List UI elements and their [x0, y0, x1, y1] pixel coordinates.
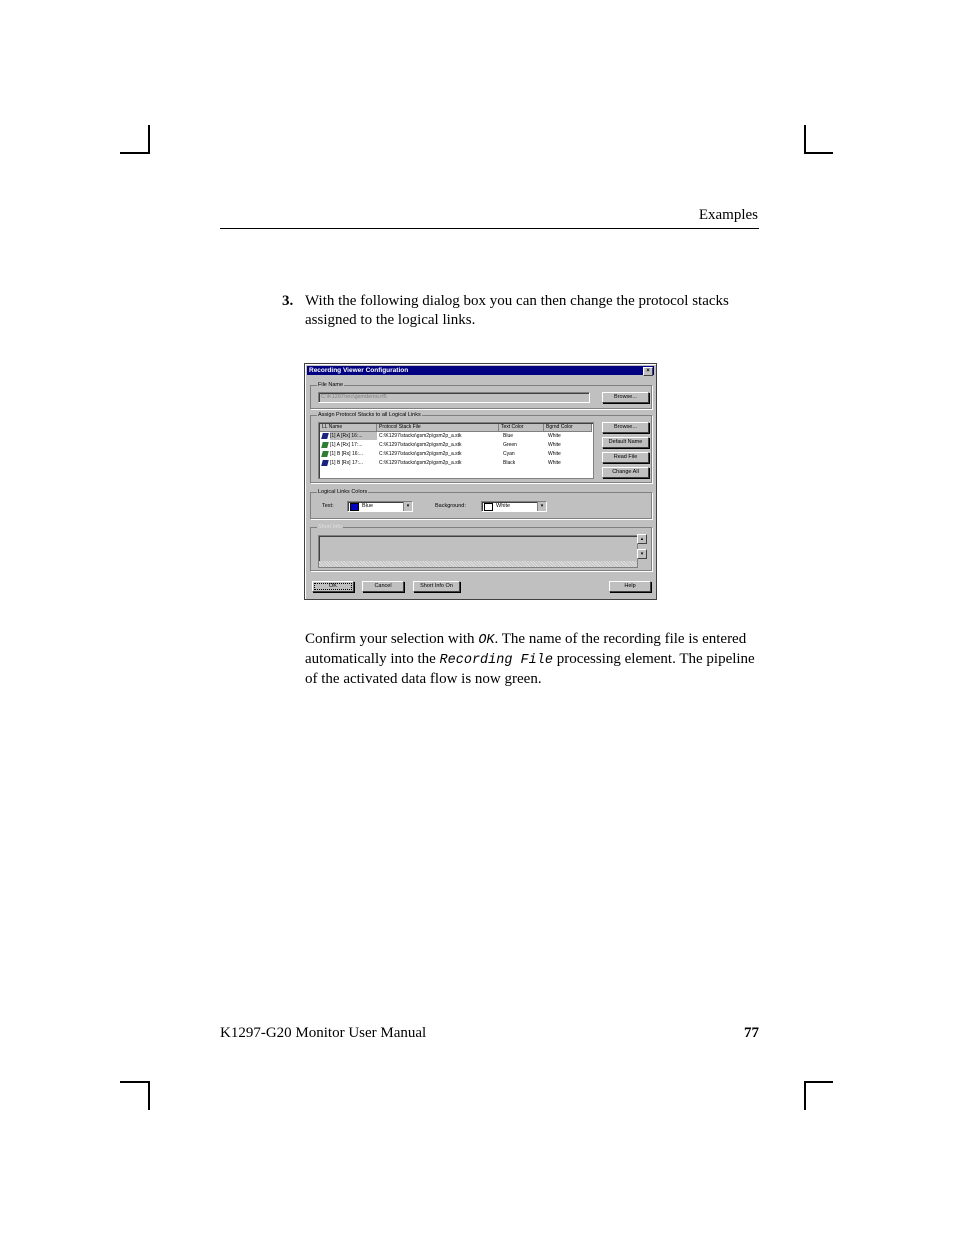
- confirm-text-1: Confirm your selection with: [305, 631, 479, 647]
- bg-color: White: [548, 433, 561, 439]
- short-info-area[interactable]: [318, 535, 638, 568]
- bg-color: White: [548, 451, 561, 457]
- file-name-field[interactable]: C:\K1297\rec\gsmdemo.rf5: [318, 392, 590, 403]
- column-header-bgrnd-color[interactable]: Bgrnd Color: [544, 424, 592, 432]
- horizontal-scrollbar[interactable]: [319, 561, 637, 567]
- ok-code: OK: [478, 633, 495, 648]
- short-info-group: [310, 524, 652, 571]
- crop-mark-top-right: [804, 125, 806, 154]
- crop-mark-bottom-right: [804, 1081, 833, 1083]
- background-color-swatch: [484, 503, 493, 511]
- chevron-down-icon[interactable]: ▾: [537, 502, 546, 511]
- manual-title: K1297-G20 Monitor User Manual: [220, 1025, 427, 1041]
- ll-name: [1] A [Rx] 16:...: [330, 432, 377, 440]
- crop-mark-bottom-right: [804, 1081, 806, 1110]
- background-color-select[interactable]: [481, 501, 547, 512]
- confirm-paragraph: [305, 630, 755, 689]
- text-color-select[interactable]: [347, 501, 413, 512]
- link-icon: [321, 451, 329, 457]
- list-item[interactable]: [320, 459, 590, 467]
- header-rule: [220, 228, 759, 229]
- link-colors-label: Logical Links Colors: [318, 489, 368, 495]
- dialog-titlebar: [307, 366, 654, 375]
- crop-mark-top-left: [120, 152, 150, 154]
- text-color-swatch: [350, 503, 359, 511]
- list-item[interactable]: [320, 450, 590, 458]
- background-color-value: White: [496, 503, 511, 509]
- default-name-button[interactable]: Default Name: [602, 437, 649, 448]
- file-name-group: [310, 382, 652, 409]
- file-browse-button[interactable]: Browse...: [602, 392, 649, 403]
- ll-name: [1] B [Rx] 17:...: [330, 460, 364, 466]
- link-icon: [321, 442, 329, 448]
- link-icon: [321, 433, 329, 439]
- confirm-text-3: processing element. The pipeline of the activated data flow is now green.: [305, 651, 755, 687]
- help-button[interactable]: Help: [609, 581, 651, 592]
- assign-stacks-group: [310, 412, 652, 483]
- crop-mark-bottom-left: [120, 1081, 150, 1083]
- column-header-text-color[interactable]: Text Color: [499, 424, 544, 432]
- text-color: Blue: [503, 433, 514, 439]
- assign-stacks-label: Assign Protocol Stacks to all Logical Links: [318, 412, 421, 418]
- stack-file: C:\K1297\stacks\gsm2p\gsm2p_a.stk: [379, 460, 462, 466]
- crop-mark-top-left: [148, 125, 150, 154]
- scroll-down-icon[interactable]: ▾: [637, 549, 647, 559]
- logical-links-list[interactable]: [318, 422, 594, 479]
- short-info-on-button[interactable]: Short Info On: [413, 581, 460, 592]
- cancel-button[interactable]: Cancel: [362, 581, 404, 592]
- column-header-ll-name[interactable]: LL Name: [320, 424, 377, 432]
- confirm-text-2: . The name of the recording file is entered automatically into the: [305, 631, 747, 667]
- step-text: With the following dialog box you can then change the protocol stacks assigned to the logical links.: [305, 293, 729, 328]
- stack-file: C:\K1297\stacks\gsm2p\gsm2p_a.stk: [379, 451, 462, 457]
- file-name-label: File Name: [318, 382, 344, 388]
- recording-viewer-dialog: [304, 363, 657, 600]
- close-icon[interactable]: ×: [643, 367, 653, 376]
- list-item[interactable]: [320, 432, 590, 440]
- ll-name: [1] B [Rx] 16:...: [330, 451, 364, 457]
- chevron-down-icon[interactable]: ▾: [403, 502, 412, 511]
- column-header-stack-file[interactable]: Protocol Stack File: [377, 424, 499, 432]
- text-color: Cyan: [503, 451, 515, 457]
- background-color-label: Background:: [435, 503, 466, 509]
- stack-file: C:\K1297\stacks\gsm2p\gsm2p_a.stk: [379, 433, 462, 439]
- text-color-value: Blue: [362, 503, 374, 509]
- link-colors-group: [310, 489, 652, 519]
- crop-mark-bottom-left: [148, 1081, 150, 1110]
- dialog-title: Recording Viewer Configuration: [309, 367, 409, 374]
- list-item[interactable]: [320, 441, 590, 449]
- crop-mark-top-right: [804, 152, 833, 154]
- bg-color: White: [548, 460, 561, 466]
- ok-button[interactable]: OK: [312, 581, 354, 592]
- link-icon: [321, 460, 329, 466]
- short-info-label: Short Info: [318, 524, 342, 530]
- read-file-button[interactable]: Read File: [602, 452, 649, 463]
- stack-file: C:\K1297\stacks\gsm2p\gsm2p_a.stk: [379, 442, 462, 448]
- section-header: Examples: [698, 207, 758, 223]
- change-all-button[interactable]: Change All: [602, 467, 649, 478]
- scroll-up-icon[interactable]: ▴: [637, 534, 647, 544]
- step-number: 3.: [282, 293, 294, 309]
- text-color: Black: [503, 460, 516, 466]
- ll-name: [1] A [Rx] 17:...: [330, 442, 363, 448]
- text-color: Green: [503, 442, 517, 448]
- page-number: 77: [744, 1025, 759, 1041]
- bg-color: White: [548, 442, 561, 448]
- stack-browse-button[interactable]: Browse...: [602, 422, 649, 433]
- recording-file-code: Recording File: [439, 653, 553, 668]
- text-color-label: Text:: [322, 503, 334, 509]
